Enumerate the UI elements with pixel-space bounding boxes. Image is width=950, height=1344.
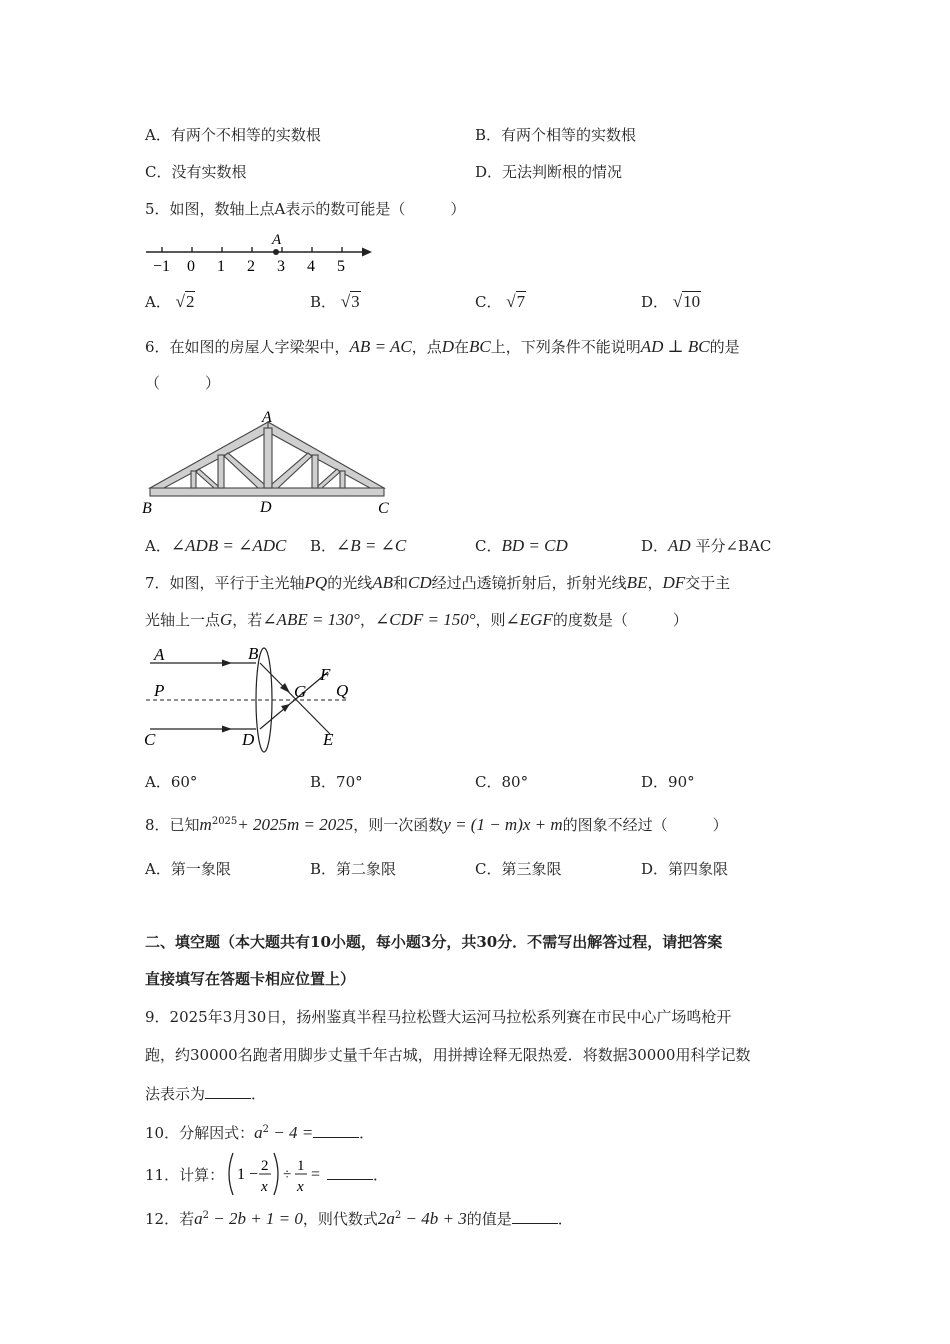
q5-option-b: B． √3 bbox=[310, 292, 360, 311]
q5-tick: −1 bbox=[153, 258, 171, 275]
q5-tick: 1 bbox=[217, 258, 225, 275]
q6-label-a: A bbox=[262, 409, 272, 426]
q11-den2: x bbox=[297, 1179, 304, 1195]
q5-tick: 2 bbox=[247, 258, 255, 275]
section2-heading: 二、填空题（本大题共有10小题，每小题3分，共30分．不需写出解答过程，请把答案 bbox=[145, 933, 723, 951]
q7-label-b: B bbox=[248, 644, 259, 663]
q12-answer-blank[interactable] bbox=[512, 1209, 558, 1224]
q7-label-g: G bbox=[294, 682, 307, 701]
q7-label-q: Q bbox=[336, 681, 349, 700]
q11-answer-blank[interactable] bbox=[327, 1165, 373, 1180]
q7-stem-line2: 光轴上一点G，若∠ABE = 130°，∠CDF = 150°，则∠EGF的度数是（ ） bbox=[145, 610, 688, 629]
q6-label-c: C bbox=[378, 500, 389, 517]
q7-label-a: A bbox=[154, 645, 165, 664]
q10: 10．分解因式：$a^2 - 4$ = ． bbox=[145, 1123, 375, 1142]
q8-option-b: B．第二象限 bbox=[310, 860, 397, 878]
q4-option-a: A．有两个不相等的实数根 bbox=[145, 126, 321, 144]
q7-option-d: D．90° bbox=[641, 773, 695, 791]
q7-label-p: P bbox=[154, 681, 165, 700]
q11: 11．计算： 1 − 2 x ÷ 1 x = ． bbox=[145, 1150, 224, 1198]
q7-option-a: A．60° bbox=[145, 773, 198, 791]
q7-label-f: F bbox=[320, 665, 331, 684]
q8-option-c: C．第三象限 bbox=[475, 860, 562, 878]
q7-option-c: C．80° bbox=[475, 773, 529, 791]
q6-option-b: B．∠B = ∠C bbox=[310, 536, 407, 555]
q11-num1: 2 bbox=[261, 1158, 269, 1174]
q5-option-a: A． √2 bbox=[145, 292, 195, 311]
q11-one: 1 − bbox=[237, 1166, 259, 1183]
q6-option-d: D．AD 平分∠BAC bbox=[641, 536, 772, 555]
q4-option-b: B．有两个相等的实数根 bbox=[475, 126, 637, 144]
q5-stem: 5．如图，数轴上点A表示的数可能是（ ） bbox=[145, 200, 466, 218]
q9-line2: 跑，约30000名跑者用脚步丈量千年古城，用拼搏诠释无限热爱．将数据30000用科学记数 bbox=[145, 1046, 751, 1064]
q6-truss-figure bbox=[138, 406, 403, 518]
q6-option-a: A．∠ADB = ∠ADC bbox=[145, 536, 287, 555]
q4-option-d: D．无法判断根的情况 bbox=[475, 163, 623, 181]
q11-eq: = bbox=[311, 1166, 321, 1183]
q11-expression bbox=[227, 1150, 327, 1198]
section2-heading-line2: 直接填写在答题卡相应位置上） bbox=[145, 970, 356, 988]
q5-option-d: D． √10 bbox=[641, 292, 701, 311]
q5-tick: 4 bbox=[307, 258, 315, 275]
q11-num2: 1 bbox=[297, 1158, 305, 1174]
q5-point-label: A bbox=[272, 232, 282, 248]
q5-number-line-figure bbox=[140, 228, 380, 276]
q7-label-e: E bbox=[323, 730, 334, 749]
q8-stem: 8．已知$m^{2025}+ 2025m = 2025$，则一次函数y = (1 − m)x + m的图象不经过（ ） bbox=[145, 815, 728, 834]
q5-option-c: C． √7 bbox=[475, 292, 526, 311]
q7-label-d: D bbox=[242, 730, 255, 749]
q6-option-c: C．BD = CD bbox=[475, 536, 568, 555]
q7-stem-line1: 7．如图，平行于主光轴PQ的光线AB和CD经过凸透镜折射后，折射光线BE，DF交于主 bbox=[145, 573, 731, 592]
q5-tick: 0 bbox=[187, 258, 195, 275]
q6-label-b: B bbox=[142, 500, 152, 517]
q11-den1: x bbox=[261, 1179, 268, 1195]
q5-tick: 5 bbox=[337, 258, 345, 275]
q9-line3: 法表示为 ． bbox=[145, 1085, 267, 1103]
q7-option-b: B．70° bbox=[310, 773, 363, 791]
q10-answer-blank[interactable] bbox=[313, 1123, 359, 1138]
q8-option-d: D．第四象限 bbox=[641, 860, 729, 878]
q6-stem: 6．在如图的房屋人字梁架中，AB = AC，点D在BC上，下列条件不能说明AD ⊥ BC的是 bbox=[145, 337, 740, 356]
q7-label-c: C bbox=[144, 730, 156, 749]
q9-answer-blank[interactable] bbox=[205, 1084, 251, 1099]
q6-stem-line2: （ ） bbox=[145, 374, 221, 392]
q7-lens-figure bbox=[140, 642, 370, 758]
q8-option-a: A．第一象限 bbox=[145, 860, 231, 878]
q6-label-d: D bbox=[260, 499, 272, 516]
q9-line1: 9．2025年3月30日，扬州鉴真半程马拉松暨大运河马拉松系列赛在市民中心广场鸣枪开 bbox=[145, 1008, 732, 1026]
q5-tick: 3 bbox=[277, 258, 285, 275]
q4-option-c: C．没有实数根 bbox=[145, 163, 247, 181]
q12: 12．若$a^2 - 2b + 1 = 0$，则代数式$2a^2 - 4b + 3$的值是 ． bbox=[145, 1209, 573, 1228]
q11-div: ÷ bbox=[283, 1167, 292, 1183]
